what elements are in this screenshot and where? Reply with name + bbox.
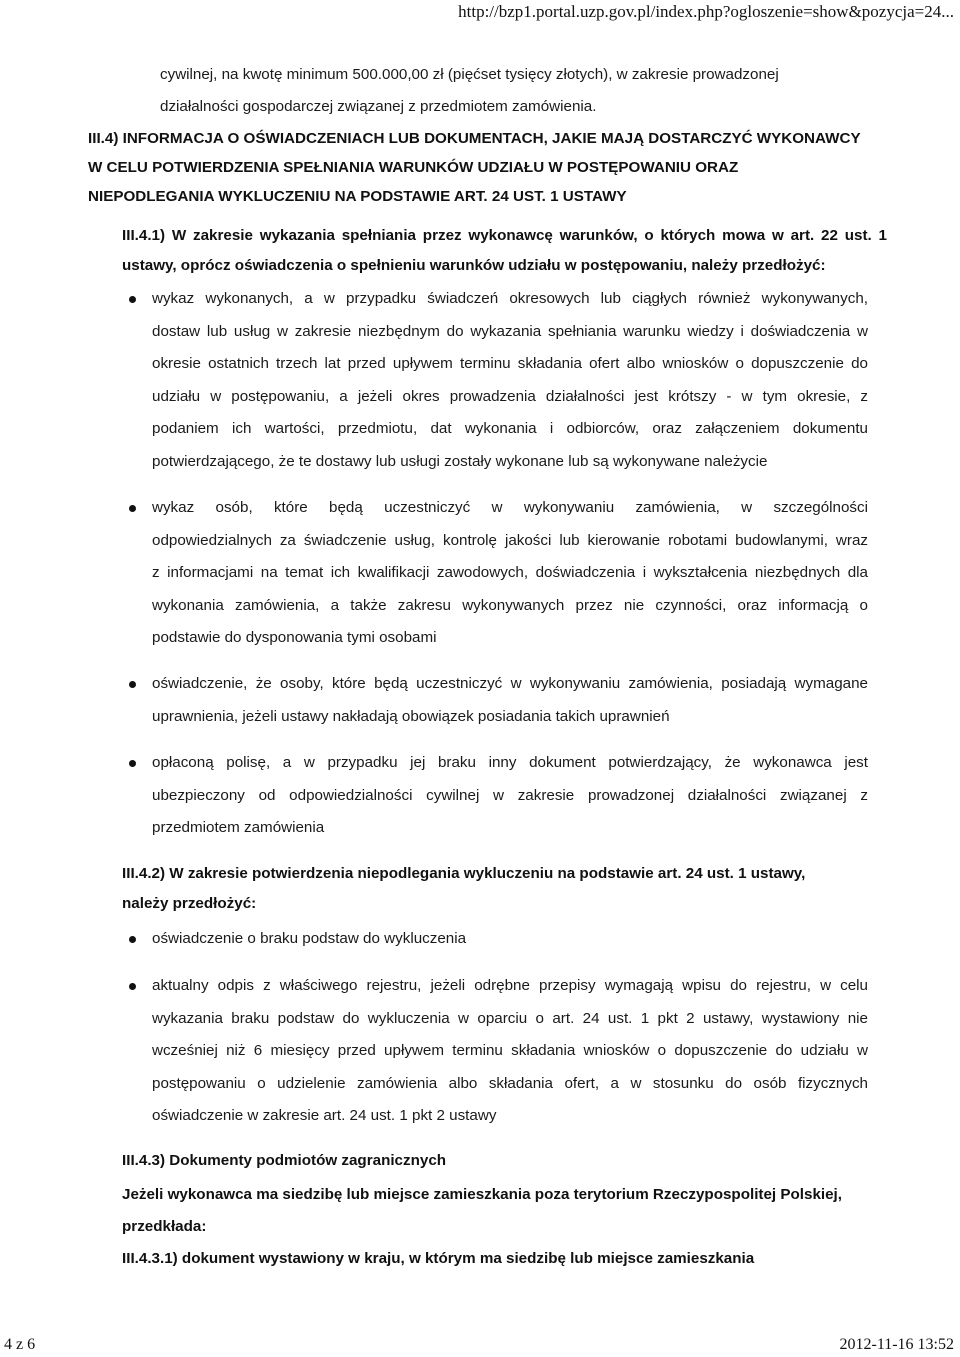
list-item <box>152 923 868 956</box>
section-heading-line: NIEPODLEGANIA WYKLUCZENIU NA PODSTAWIE ART. 24 UST. 1 USTAWY <box>88 188 627 205</box>
list-item-line: opłaconą polisę, a w przypadku jej braku inny dokument potwierdzający, że wykonawca jest <box>152 754 868 771</box>
list-item-line: wcześniej niż 6 miesięcy przed upływem terminu składania wniosków o dopuszczenie do udziału w <box>152 1042 868 1060</box>
paragraph-line: Jeżeli wykonawca ma siedzibę lub miejsce zamieszkania poza terytorium Rzeczypospolitej Polskiej, <box>122 1186 842 1203</box>
bullet-icon <box>129 505 136 512</box>
intro-line: cywilnej, na kwotę minimum 500.000,00 zł (pięćset tysięcy złotych), w zakresie prowadzonej <box>160 66 779 83</box>
intro-line: działalności gospodarczej związanej z przedmiotem zamówienia. <box>160 98 597 115</box>
section-heading-line: III.4) INFORMACJA O OŚWIADCZENIACH LUB DOKUMENTACH, JAKIE MAJĄ DOSTARCZYĆ WYKONAWCY <box>88 130 861 147</box>
list-item-line: wykonania zamówienia, a także zakresu wykonywanych przez nie czynności, oraz informacją o <box>152 596 868 614</box>
bullet-icon <box>129 936 136 943</box>
list-item-line: podaniem ich wartości, przedmiotu, dat wykonania i odbiorców, oraz załączeniem dokumentu <box>152 420 868 438</box>
list-item-line: dostaw lub usług w zakresie niezbędnym do wykazania spełniania warunku wiedzy i doświadczenia w <box>152 322 868 340</box>
list-item-line: aktualny odpis z właściwego rejestru, jeżeli odrębne przepisy wymagają wpisu do rejestru, w celu <box>152 977 868 994</box>
subsection-heading-1 <box>122 221 887 281</box>
bullet-icon <box>129 983 136 990</box>
subsection-line: III.4.2) W zakresie potwierdzenia niepodlegania wykluczeniu na podstawie art. 24 ust. 1 ustawy, <box>122 865 806 882</box>
list-item <box>152 668 868 733</box>
list-item <box>152 283 868 479</box>
list-item-line: ubezpieczony od odpowiedzialności cywilnej w zakresie prowadzonej działalności związanej z <box>152 786 868 804</box>
list-item-line: wykazania braku podstaw do wykluczenia w oparciu o art. 24 ust. 1 pkt 2 ustawy, wystawiony nie <box>152 1009 868 1027</box>
header-url: http://bzp1.portal.uzp.gov.pl/index.php?ogloszenie=show&pozycja=24... <box>458 2 954 21</box>
list-item-line: okresie ostatnich trzech lat przed upływem terminu składania ofert albo wniosków o dopuszczenie do <box>152 355 868 373</box>
list-item-line: potwierdzającego, że te dostawy lub usługi zostały wykonane lub są wykonywane należycie <box>152 452 768 470</box>
list-item <box>152 492 868 655</box>
subsection-line: III.4.3.1) dokument wystawiony w kraju, w którym ma siedzibę lub miejsce zamieszkania <box>122 1250 755 1267</box>
paragraph-line: przedkłada: <box>122 1218 207 1235</box>
print-datetime: 2012-11-16 13:52 <box>839 1336 954 1353</box>
list-item-line: podstawie do dysponowania tymi osobami <box>152 629 437 647</box>
subsection-line: III.4.1) W zakresie wykazania spełniania przez wykonawcę warunków, o których mowa w art. 22 ust. 1 <box>122 227 887 244</box>
subsection-heading-4 <box>122 1244 892 1274</box>
list-item-line: udziału w postępowaniu, a jeżeli okres prowadzenia działalności jest krótszy - w tym okresie, z <box>152 387 868 405</box>
subsection-line: ustawy, oprócz oświadczenia o spełnieniu warunków udziału w postępowaniu, należy przedłożyć: <box>122 257 826 274</box>
list-item-line: wykaz wykonanych, a w przypadku świadczeń okresowych lub ciągłych również wykonywanych, <box>152 290 868 307</box>
bullet-icon <box>129 760 136 767</box>
list-item-line: uprawnienia, jeżeli ustawy nakładają obowiązek posiadania takich uprawnień <box>152 707 670 725</box>
list-item-line: z informacjami na temat ich kwalifikacji zawodowych, doświadczenia i wykształcenia niezbędnych dla <box>152 564 868 582</box>
list-item <box>152 747 868 845</box>
intro-paragraph <box>160 59 880 123</box>
subsection-line: III.4.3) Dokumenty podmiotów zagranicznych <box>122 1152 447 1169</box>
list-item-line: oświadczenie, że osoby, które będą uczestniczyć w wykonywaniu zamówienia, posiadają wymagane <box>152 675 868 692</box>
subsection-heading-3 <box>122 1146 892 1176</box>
bullet-icon <box>129 296 136 303</box>
subsection-heading-2 <box>122 859 892 919</box>
list-item-line: postępowaniu o udzielenie zamówienia albo składania ofert, a w stosunku do osób fizycznych <box>152 1074 868 1092</box>
bullet-icon <box>129 681 136 688</box>
list-item-line: odpowiedzialnych za świadczenie usług, kontrolę jakości lub kierowanie robotami budowlanymi, wraz <box>152 531 868 549</box>
foreign-entity-paragraph <box>122 1179 892 1243</box>
list-item-line: wykaz osób, które będą uczestniczyć w wykonywaniu zamówienia, w szczególności <box>152 499 868 516</box>
list-item-line: przedmiotem zamówienia <box>152 819 325 837</box>
list-item-line: oświadczenie o braku podstaw do wykluczenia <box>152 930 467 947</box>
list-item <box>152 970 868 1133</box>
section-heading <box>88 124 908 211</box>
list-item-line: oświadczenie w zakresie art. 24 ust. 1 pkt 2 ustawy <box>152 1107 497 1125</box>
subsection-line: należy przedłożyć: <box>122 895 257 912</box>
section-heading-line: W CELU POTWIERDZENIA SPEŁNIANIA WARUNKÓW UDZIAŁU W POSTĘPOWANIU ORAZ <box>88 159 739 176</box>
page-number: 4 z 6 <box>4 1336 36 1353</box>
